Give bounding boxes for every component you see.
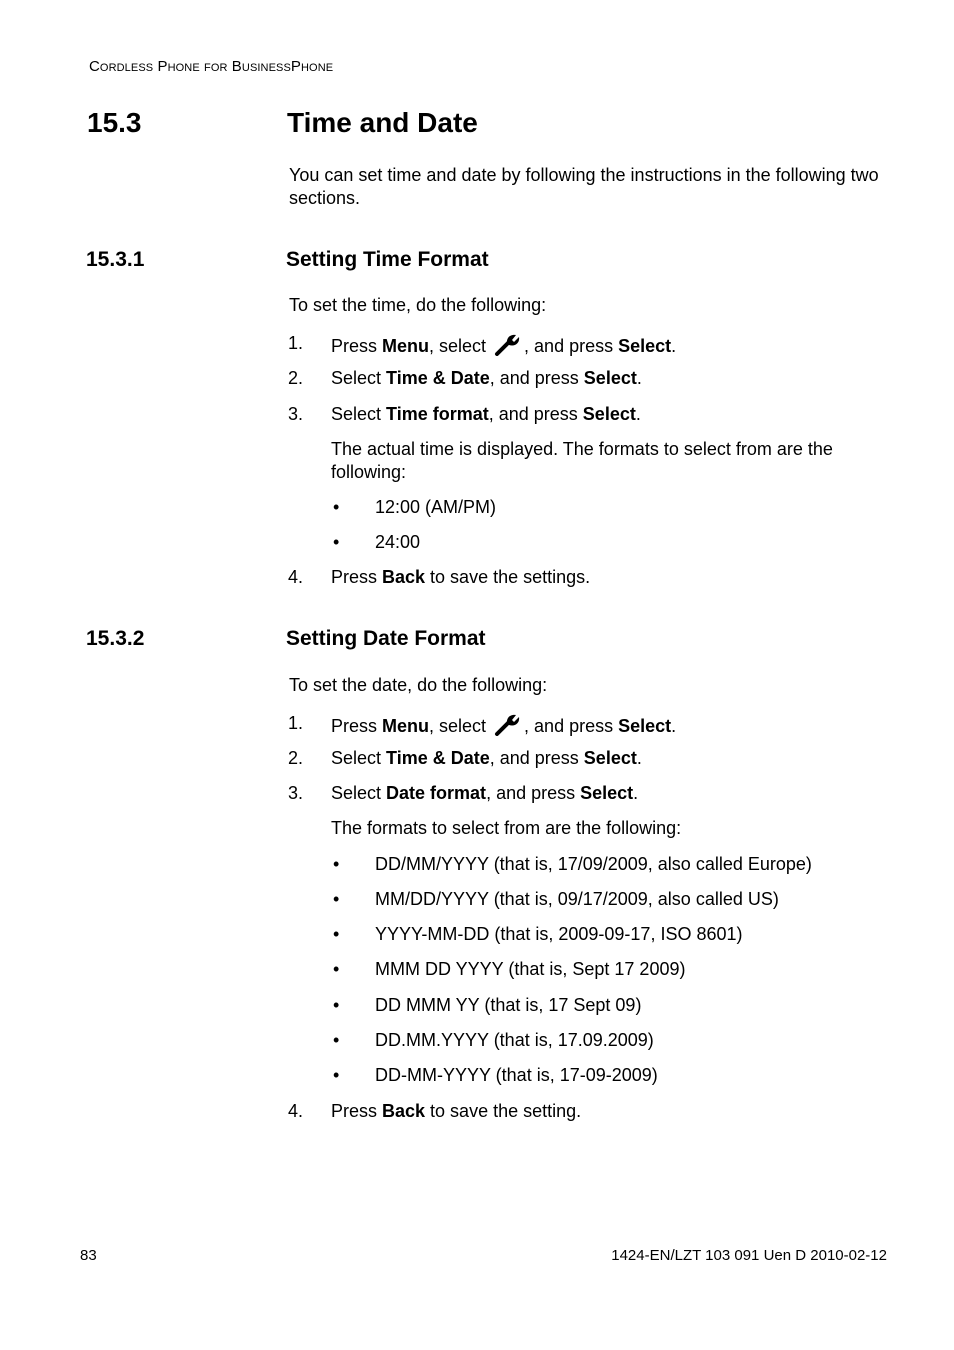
subsection-title-time: Setting Time Format bbox=[286, 248, 489, 271]
date-option-bullet: • bbox=[333, 959, 340, 979]
time-step-1-number: 1. bbox=[288, 333, 304, 353]
date-step-2-number: 2. bbox=[288, 748, 304, 768]
time-step-3: Select Time format, and press Select. bbox=[331, 404, 641, 424]
date-step-2: Select Time & Date, and press Select. bbox=[331, 748, 642, 768]
wrench-icon bbox=[494, 712, 522, 736]
date-option-bullet: • bbox=[333, 995, 340, 1015]
time-step-2: Select Time & Date, and press Select. bbox=[331, 368, 642, 388]
date-step-1-number: 1. bbox=[288, 713, 304, 733]
document-id: 1424-EN/LZT 103 091 Uen D 2010-02-12 bbox=[611, 1247, 887, 1264]
date-option-bullet: • bbox=[333, 889, 340, 909]
date-step-1: Press Menu, select , and press Select. bbox=[331, 712, 676, 738]
date-option-bullet: • bbox=[333, 1065, 340, 1085]
date-option-bullet: • bbox=[333, 924, 340, 944]
time-option: 24:00 bbox=[375, 532, 421, 552]
date-note: The formats to select from are the following: bbox=[331, 818, 682, 838]
date-step-3: Select Date format, and press Select. bbox=[331, 783, 639, 803]
date-option: MMM DD YYYY (that is, Sept 17 2009) bbox=[375, 959, 686, 979]
section-title: Time and Date bbox=[287, 107, 478, 138]
date-step-4: Press Back to save the setting. bbox=[331, 1101, 582, 1121]
date-option: DD/MM/YYYY (that is, 17/09/2009, also called Europe) bbox=[375, 854, 812, 874]
time-step-4-number: 4. bbox=[288, 567, 304, 587]
time-step-1: Press Menu, select , and press Select. bbox=[331, 332, 676, 358]
time-step-4: Press Back to save the settings. bbox=[331, 567, 591, 587]
wrench-icon bbox=[494, 332, 522, 356]
date-option: DD MMM YY (that is, 17 Sept 09) bbox=[375, 995, 642, 1015]
time-lead: To set the time, do the following: bbox=[289, 295, 547, 315]
date-option: MM/DD/YYYY (that is, 09/17/2009, also called US) bbox=[375, 889, 779, 909]
section-intro: You can set time and date by following the instructions in the following two sections. bbox=[289, 165, 879, 208]
time-option: 12:00 (AM/PM) bbox=[375, 497, 497, 517]
time-option-bullet: • bbox=[333, 497, 340, 517]
subsection-number-date: 15.3.2 bbox=[86, 627, 145, 650]
date-option-bullet: • bbox=[333, 854, 340, 874]
time-note: The actual time is displayed. The formats to select from are the following: bbox=[331, 439, 833, 482]
subsection-title-date: Setting Date Format bbox=[286, 627, 486, 650]
section-number: 15.3 bbox=[87, 107, 142, 138]
date-step-4-number: 4. bbox=[288, 1101, 304, 1121]
time-step-2-number: 2. bbox=[288, 368, 304, 388]
running-header: Cordless Phone for BusinessPhone bbox=[89, 58, 334, 75]
subsection-number-time: 15.3.1 bbox=[86, 248, 145, 271]
date-option: DD-MM-YYYY (that is, 17-09-2009) bbox=[375, 1065, 658, 1085]
date-lead: To set the date, do the following: bbox=[289, 675, 548, 695]
date-option: DD.MM.YYYY (that is, 17.09.2009) bbox=[375, 1030, 654, 1050]
date-option: YYYY-MM-DD (that is, 2009-09-17, ISO 8601) bbox=[375, 924, 743, 944]
time-option-bullet: • bbox=[333, 532, 340, 552]
date-option-bullet: • bbox=[333, 1030, 340, 1050]
time-step-3-number: 3. bbox=[288, 404, 304, 424]
page-number: 83 bbox=[80, 1247, 97, 1264]
date-step-3-number: 3. bbox=[288, 783, 304, 803]
